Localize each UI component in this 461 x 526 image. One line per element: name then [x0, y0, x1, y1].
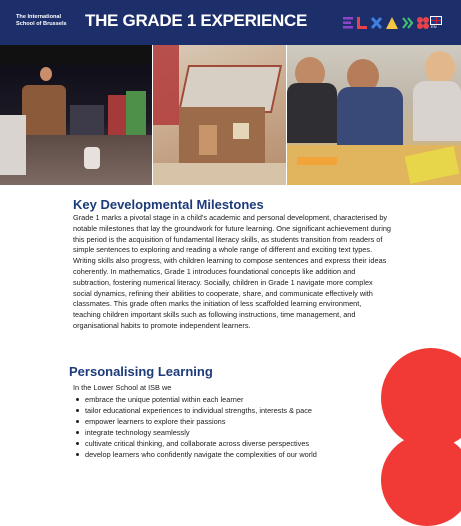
list-item: develop learners who confidently navigate the complexities of our world — [73, 449, 317, 460]
stage-performance-photo — [0, 45, 152, 185]
red-l-icon — [357, 16, 367, 28]
list-item: integrate technology seamlessly — [73, 427, 317, 438]
purple-bars-icon — [343, 16, 353, 28]
logo-line-1: The International — [16, 14, 62, 20]
logo-line-2: School of Brussels — [16, 21, 67, 27]
green-chevrons-icon — [402, 16, 414, 28]
yellow-triangle-icon — [386, 16, 398, 28]
house-model-photo — [153, 45, 286, 185]
list-item: tailor educational experiences to individual strengths, interests & pace — [73, 405, 317, 416]
decorative-red-circle — [381, 348, 461, 448]
personalising-intro: In the Lower School at ISB we — [73, 383, 172, 392]
list-item: empower learners to explore their passions — [73, 416, 317, 427]
header-banner — [0, 0, 461, 45]
language-label[interactable]: EN — [431, 24, 437, 29]
blue-x-icon — [371, 16, 382, 28]
personalising-list — [73, 394, 317, 460]
red-flower-icon — [417, 16, 429, 28]
section-heading-milestones: Key Developmental Milestones — [73, 197, 264, 212]
school-logo[interactable] — [16, 14, 76, 28]
list-item: embrace the unique potential within each learner — [73, 394, 317, 405]
decorative-red-circle — [381, 434, 461, 526]
list-item: cultivate critical thinking, and collaborate across diverse perspectives — [73, 438, 317, 449]
page-title: THE GRADE 1 EXPERIENCE — [85, 11, 308, 30]
section-heading-personalising: Personalising Learning — [69, 364, 213, 379]
classroom-activity-photo — [287, 45, 461, 185]
milestones-paragraph: Grade 1 marks a pivotal stage in a child's academic and personal development, characterised by notable milestones that lay the groundwork for future learning. One significant achievement during this period is the acquisition of fundamental literacy skills, as students transition from readers of simple sentences to exploring and reading a whole range of different and exciting text types. Writing skills also progress, with children learning to compose sentences and express their ideas coherently. In mathematics, Grade 1 introduces foundational concepts like addition and subtraction, fostering numerical literacy. Socially, children in Grade 1 navigate more complex social dynamics, refining their abilities to cooperate, share, and communicate effectively with classmates. This grade often marks the initiation of less scaffolded learning environment, teaching children important skills such as following instructions, time management, and organisational habits to promote independent learners. — [73, 213, 392, 330]
photo-strip — [0, 45, 461, 185]
